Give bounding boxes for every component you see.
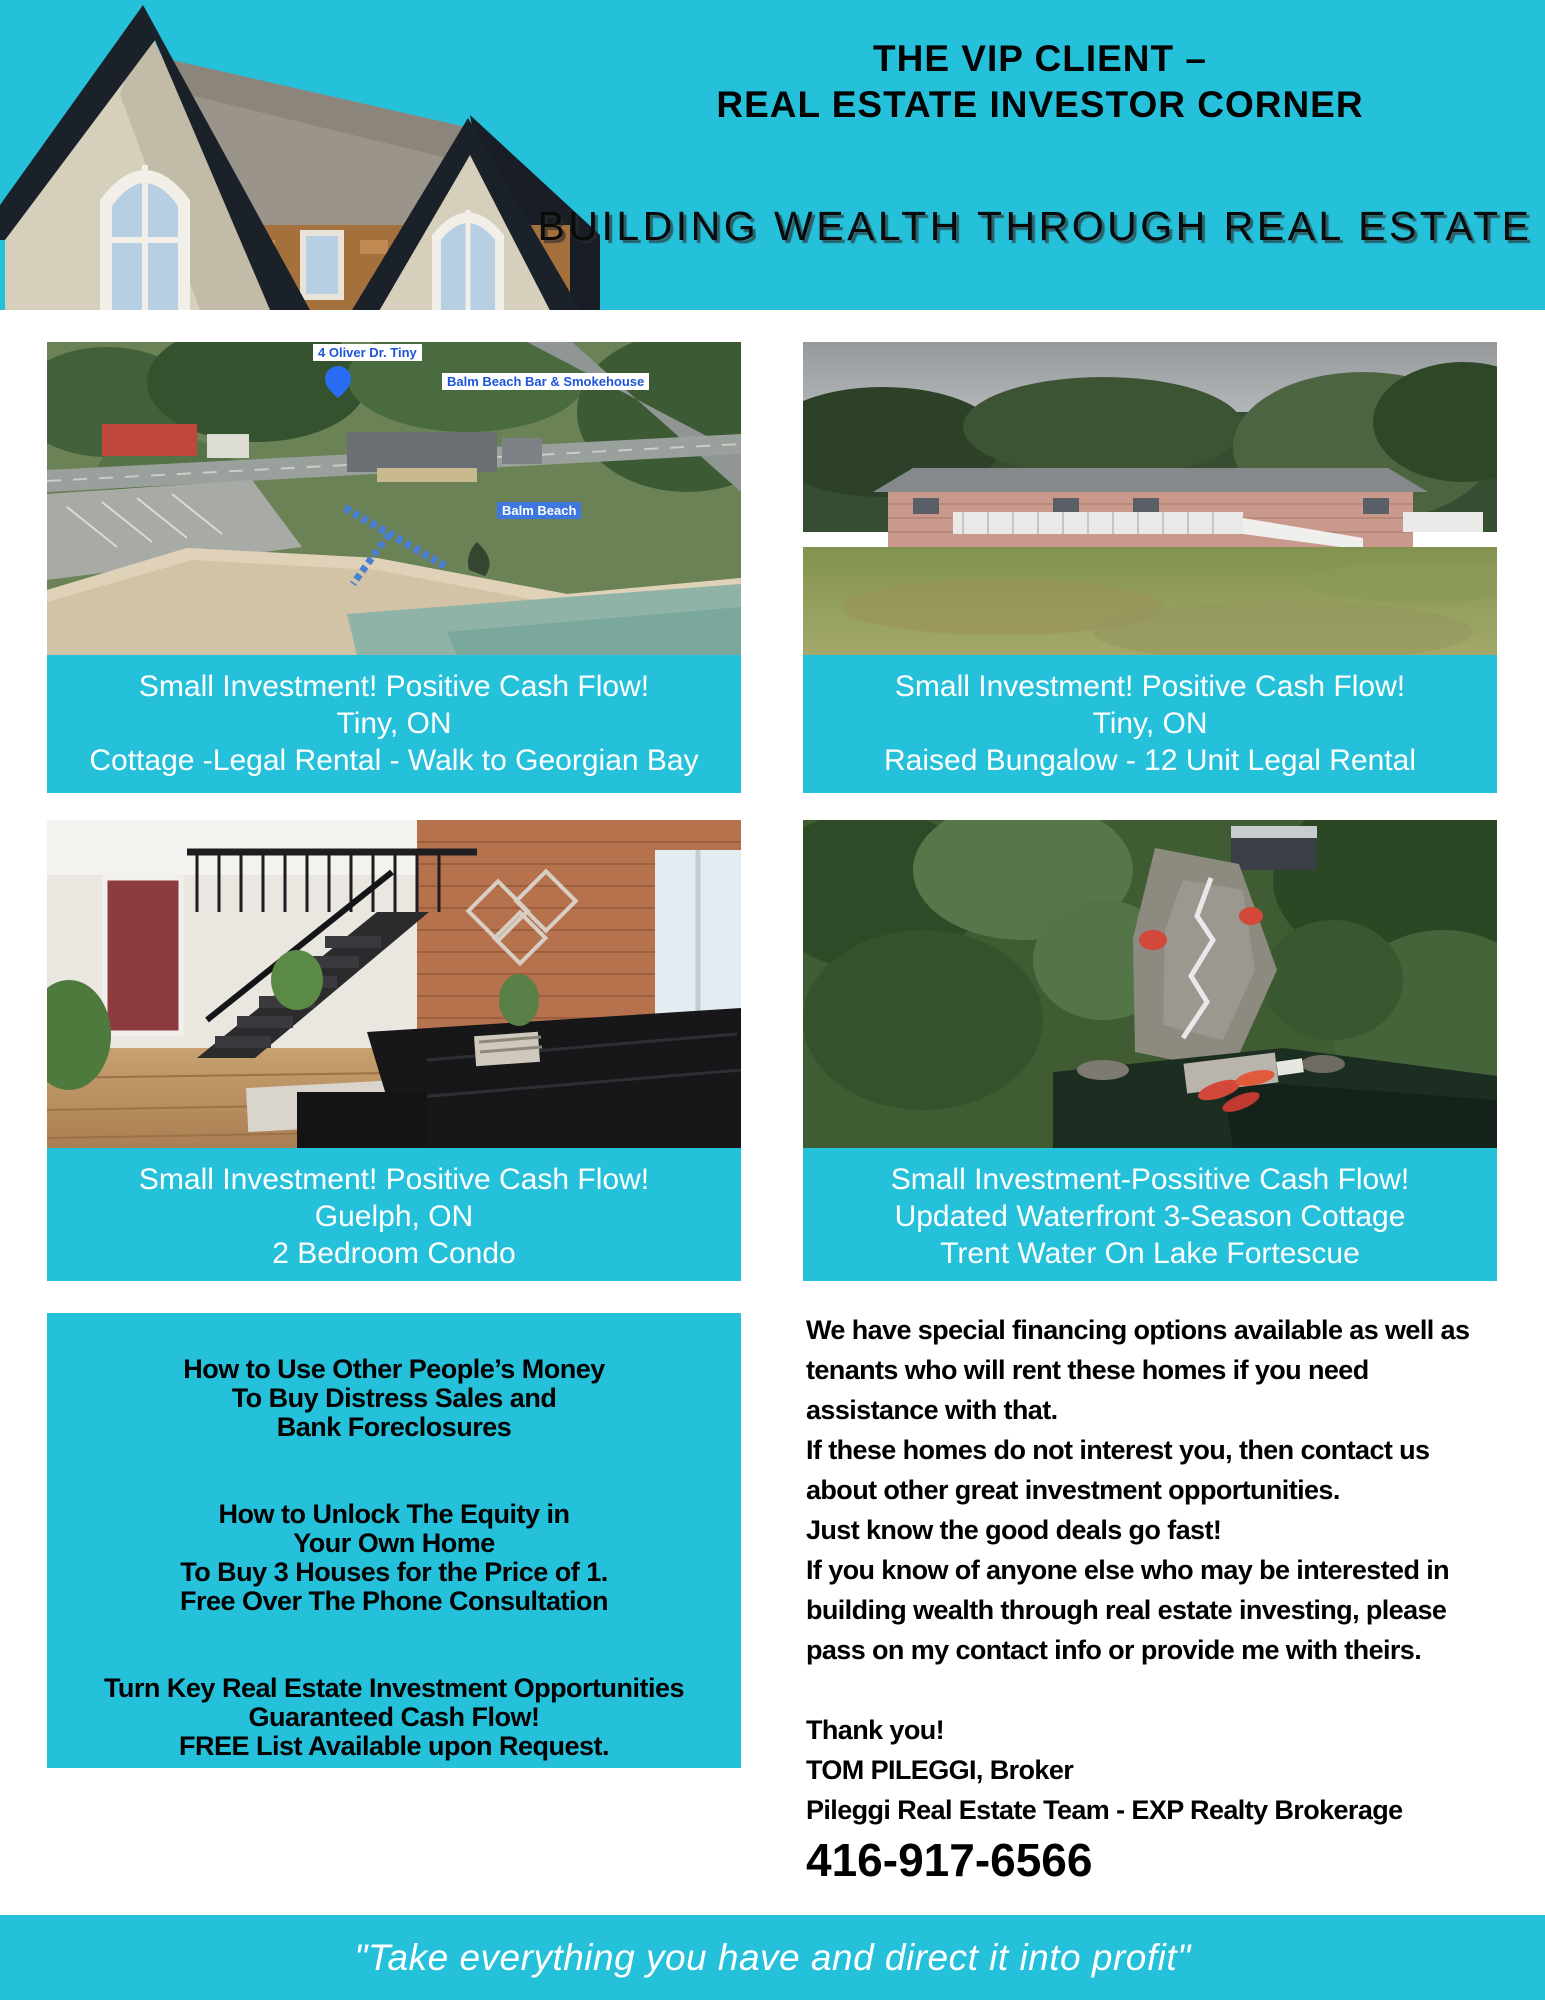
message-block [806,1310,1506,1888]
promo-line: Free Over The Phone Consultation [179,1586,609,1616]
map-label-address: 4 Oliver Dr. Tiny [313,344,422,361]
promo-line: To Buy 3 Houses for the Price of 1. [180,1557,608,1587]
message-line: tenants who will rent these homes if you need [806,1355,1369,1385]
caption-line: 2 Bedroom Condo [272,1237,516,1270]
promo-line: Your Own Home [293,1528,495,1558]
condo-interior-illustration [47,820,741,1148]
waterfront-illustration [803,820,1497,1148]
property-card-bungalow [803,342,1497,793]
promo-line [47,1616,741,1645]
message-line: If these homes do not interest you, then contact us [806,1435,1430,1465]
thanks-line: Thank you! [806,1715,945,1745]
property-caption [47,655,741,793]
caption-line: Tiny, ON [1092,707,1208,740]
property-card-condo [47,820,741,1281]
promo-line: Turn Key Real Estate Investment Opportunities [103,1673,685,1703]
map-label-business: Balm Beach Bar & Smokehouse [442,373,649,390]
property-caption [803,655,1497,793]
brokerage-name: Pileggi Real Estate Team - EXP Realty Brokerage [806,1795,1403,1825]
promo-line: How to Use Other People’s Money [183,1354,605,1384]
promo-line: How to Unlock The Equity in [218,1499,570,1529]
property-photo-condo-interior [47,820,741,1148]
caption-line: Small Investment! Positive Cash Flow! [138,670,650,703]
caption-line: Small Investment-Possitive Cash Flow! [890,1163,1410,1196]
bungalow-illustration [803,342,1497,655]
message-line: Just know the good deals go fast! [806,1515,1222,1545]
caption-line: Small Investment! Positive Cash Flow! [138,1163,650,1196]
promo-line: To Buy Distress Sales and [231,1383,557,1413]
caption-line: Tiny, ON [336,707,452,740]
caption-line: Updated Waterfront 3-Season Cottage [894,1200,1406,1233]
property-photo-aerial-beach [47,342,741,655]
property-caption [47,1148,741,1281]
promo-line: Guaranteed Cash Flow! [248,1702,540,1732]
contact-block [806,1710,1506,1888]
property-photo-aerial-waterfront [803,820,1497,1148]
footer-quote: "Take everything you have and direct it into profit" [354,1936,1191,1978]
message-line: pass on my contact info or provide me with theirs. [806,1635,1422,1665]
promo-line: Bank Foreclosures [276,1412,512,1442]
promo-box [47,1313,741,1768]
message-line: building wealth through real estate investing, please [806,1595,1447,1625]
newsletter-subtitle: BUILDING WEALTH THROUGH REAL ESTATE [537,203,1533,249]
message-line: We have special financing options available as well as [806,1315,1470,1345]
promo-line [47,1442,741,1471]
broker-name: TOM PILEGGI, Broker [806,1755,1074,1785]
title-line-1: THE VIP CLIENT – [873,38,1207,79]
house-photo-cutout [0,0,600,310]
property-caption [803,1148,1497,1281]
caption-line: Raised Bungalow - 12 Unit Legal Rental [884,744,1416,777]
phone-number: 416-917-6566 [806,1834,1093,1886]
map-pin-icon [325,366,351,398]
message-line: assistance with that. [806,1395,1058,1425]
property-card-balm-beach [47,342,741,793]
property-card-waterfront-cottage [803,820,1497,1281]
footer-bar [0,1915,1545,2000]
newsletter-title [545,36,1535,128]
promo-line [47,1645,741,1674]
caption-line: Small Investment! Positive Cash Flow! [894,670,1406,703]
house-illustration [0,0,600,310]
property-photo-bungalow [803,342,1497,655]
message-line: If you know of anyone else who may be interested in [806,1555,1450,1585]
promo-line: FREE List Available upon Request. [178,1731,610,1761]
message-line: about other great investment opportunities. [806,1475,1340,1505]
title-line-2: REAL ESTATE INVESTOR CORNER [716,84,1364,125]
header-banner [0,0,1545,310]
promo-line [47,1471,741,1500]
caption-line: Cottage -Legal Rental - Walk to Georgian Bay [89,744,699,777]
caption-line: Trent Water On Lake Fortescue [940,1237,1360,1270]
caption-line: Guelph, ON [314,1200,474,1233]
map-label-beach: Balm Beach [497,502,581,519]
